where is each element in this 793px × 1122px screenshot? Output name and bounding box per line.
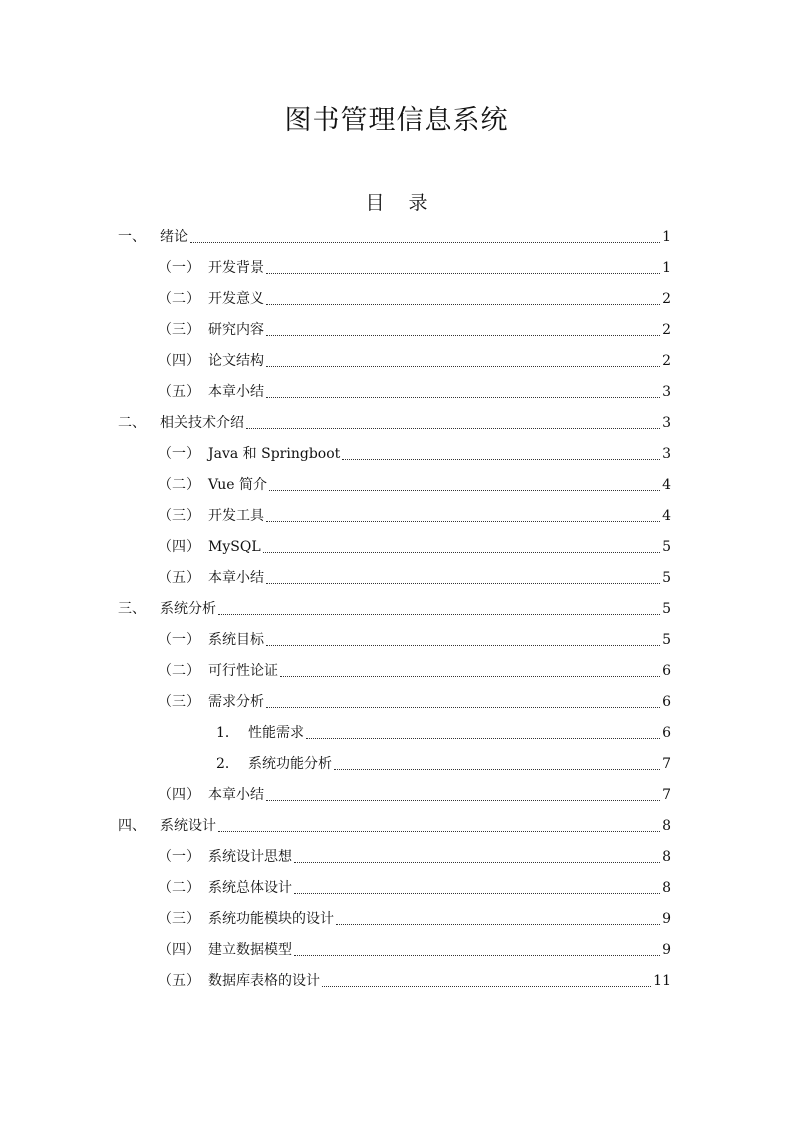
toc-leader-dots bbox=[266, 799, 660, 801]
toc-entry-line bbox=[208, 878, 671, 898]
toc-heading bbox=[0, 188, 793, 215]
toc-leader-dots bbox=[322, 985, 651, 987]
toc-entry-line bbox=[208, 506, 671, 526]
toc-entry-line bbox=[208, 444, 671, 464]
toc-leader-dots bbox=[218, 830, 660, 832]
toc-entry-page: 3 bbox=[662, 446, 671, 462]
toc-entry-line bbox=[208, 661, 671, 681]
toc-entry-page: 4 bbox=[662, 477, 671, 493]
toc-entry-number: （三） bbox=[158, 322, 200, 338]
toc-entry-label: 本章小结 bbox=[208, 384, 264, 400]
toc-entry-number: （二） bbox=[158, 477, 200, 493]
toc-entry-line bbox=[208, 258, 671, 278]
toc-entry-page: 5 bbox=[662, 570, 671, 586]
toc-entry-page: 1 bbox=[662, 260, 671, 276]
toc-entry[interactable] bbox=[0, 444, 793, 464]
toc-entry[interactable] bbox=[0, 475, 793, 495]
toc-entry[interactable] bbox=[0, 506, 793, 526]
toc-entry-label: 研究内容 bbox=[208, 322, 264, 338]
toc-entry-page: 8 bbox=[662, 880, 671, 896]
toc-entry-number: 三、 bbox=[118, 601, 146, 617]
toc-entry-number: （一） bbox=[158, 446, 200, 462]
toc-entry-number: （一） bbox=[158, 632, 200, 648]
toc-leader-dots bbox=[294, 954, 660, 956]
toc-entry-line bbox=[208, 630, 671, 650]
toc-entry-line bbox=[160, 599, 671, 619]
toc-entry-page: 7 bbox=[662, 787, 671, 803]
toc-entry-number: （一） bbox=[158, 849, 200, 865]
toc-leader-dots bbox=[266, 303, 660, 305]
toc-entry[interactable] bbox=[0, 351, 793, 371]
toc-entry[interactable] bbox=[0, 692, 793, 712]
toc-entry-line bbox=[208, 940, 671, 960]
toc-entry[interactable] bbox=[0, 723, 793, 743]
toc-entry-label: 系统分析 bbox=[160, 601, 216, 617]
toc-leader-dots bbox=[266, 396, 660, 398]
toc-entry-label: 性能需求 bbox=[248, 725, 304, 741]
toc-entry-number: （一） bbox=[158, 260, 200, 276]
toc-entry-number: 一、 bbox=[118, 229, 146, 245]
toc-entry[interactable] bbox=[0, 816, 793, 836]
toc-entry[interactable] bbox=[0, 630, 793, 650]
toc-entry-line bbox=[160, 413, 671, 433]
toc-leader-dots bbox=[263, 551, 660, 553]
toc-entry-label: 可行性论证 bbox=[208, 663, 278, 679]
toc-entry-label: 开发背景 bbox=[208, 260, 264, 276]
toc-entry-page: 8 bbox=[662, 849, 671, 865]
toc-entry-number: 1． bbox=[216, 725, 239, 741]
toc-entry-label: Java 和 Springboot bbox=[208, 446, 341, 462]
toc-entry-page: 1 bbox=[662, 229, 671, 245]
toc-entry-label: 系统总体设计 bbox=[208, 880, 292, 896]
toc-leader-dots bbox=[294, 861, 660, 863]
toc-leader-dots bbox=[334, 768, 660, 770]
toc-entry-label: 数据库表格的设计 bbox=[208, 973, 320, 989]
toc-entry-page: 6 bbox=[662, 663, 671, 679]
toc-entry-page: 2 bbox=[662, 353, 671, 369]
toc-leader-dots bbox=[266, 334, 660, 336]
toc-leader-dots bbox=[269, 489, 660, 491]
toc-entry-label: 建立数据模型 bbox=[208, 942, 292, 958]
toc-entry[interactable] bbox=[0, 661, 793, 681]
toc-entry-page: 2 bbox=[662, 322, 671, 338]
toc-leader-dots bbox=[280, 675, 660, 677]
toc-entry-page: 4 bbox=[662, 508, 671, 524]
toc-leader-dots bbox=[294, 892, 660, 894]
toc-entry[interactable] bbox=[0, 847, 793, 867]
toc-leader-dots bbox=[246, 427, 660, 429]
toc-leader-dots bbox=[306, 737, 660, 739]
toc-entry-number: （三） bbox=[158, 508, 200, 524]
toc-entry-label: 系统功能模块的设计 bbox=[208, 911, 334, 927]
toc-entry-label: 本章小结 bbox=[208, 787, 264, 803]
toc-entry[interactable] bbox=[0, 568, 793, 588]
toc-entry-number: （五） bbox=[158, 973, 200, 989]
toc-entry-page: 11 bbox=[653, 973, 671, 989]
toc-entry-line bbox=[208, 971, 671, 991]
toc-leader-dots bbox=[218, 613, 660, 615]
toc-entry-page: 8 bbox=[662, 818, 671, 834]
toc-leader-dots bbox=[336, 923, 660, 925]
toc-entry[interactable] bbox=[0, 971, 793, 991]
toc-leader-dots bbox=[266, 272, 660, 274]
toc-entry-line bbox=[208, 909, 671, 929]
toc-entry-number: （二） bbox=[158, 291, 200, 307]
toc-entry-number: （五） bbox=[158, 570, 200, 586]
toc-entry-page: 2 bbox=[662, 291, 671, 307]
toc-entry-label: 需求分析 bbox=[208, 694, 264, 710]
toc-entry-page: 5 bbox=[662, 539, 671, 555]
toc-entry-page: 9 bbox=[662, 942, 671, 958]
toc-entry-number: （四） bbox=[158, 787, 200, 803]
toc-entry-line bbox=[208, 537, 671, 557]
toc-entry-line bbox=[160, 816, 671, 836]
toc-entry-line bbox=[208, 692, 671, 712]
toc-entry[interactable] bbox=[0, 599, 793, 619]
toc-entry-label: 开发工具 bbox=[208, 508, 264, 524]
toc-entry-label: 系统设计 bbox=[160, 818, 216, 834]
toc-leader-dots bbox=[266, 520, 660, 522]
toc-entry-label: 系统设计思想 bbox=[208, 849, 292, 865]
toc-entry-line bbox=[248, 723, 671, 743]
toc-entry-number: （三） bbox=[158, 694, 200, 710]
toc-entry-page: 5 bbox=[662, 632, 671, 648]
toc-entry-number: （四） bbox=[158, 539, 200, 555]
toc-entry-label: 系统目标 bbox=[208, 632, 264, 648]
toc-entry[interactable] bbox=[0, 413, 793, 433]
toc-entry-label: 系统功能分析 bbox=[248, 756, 332, 772]
toc-entry[interactable] bbox=[0, 909, 793, 929]
toc-entry-label: 本章小结 bbox=[208, 570, 264, 586]
toc-entry-line bbox=[208, 382, 671, 402]
toc-entry-number: （五） bbox=[158, 384, 200, 400]
toc-entry-number: 2． bbox=[216, 756, 239, 772]
toc-entry-page: 7 bbox=[662, 756, 671, 772]
toc-entry-page: 6 bbox=[662, 694, 671, 710]
toc-entry[interactable] bbox=[0, 878, 793, 898]
toc-entry[interactable] bbox=[0, 754, 793, 774]
toc-entry-page: 6 bbox=[662, 725, 671, 741]
toc-entry-line bbox=[248, 754, 671, 774]
toc-leader-dots bbox=[266, 644, 660, 646]
toc-entry-number: （二） bbox=[158, 663, 200, 679]
toc-entry-label: Vue 简介 bbox=[208, 477, 267, 493]
toc-entry-number: （四） bbox=[158, 942, 200, 958]
toc-leader-dots bbox=[266, 706, 660, 708]
toc-entry[interactable] bbox=[0, 320, 793, 340]
toc-entry-line bbox=[208, 847, 671, 867]
document-title: 图书管理信息系统 bbox=[284, 105, 509, 136]
toc-entry-label: MySQL bbox=[208, 539, 261, 555]
toc-leader-dots bbox=[266, 582, 660, 584]
toc-entry-page: 5 bbox=[662, 601, 671, 617]
toc-entry-label: 论文结构 bbox=[208, 353, 264, 369]
toc-entry[interactable] bbox=[0, 258, 793, 278]
toc-entry[interactable] bbox=[0, 227, 793, 247]
toc-entry-line bbox=[208, 785, 671, 805]
toc-entry-line bbox=[208, 320, 671, 340]
toc-entry-line bbox=[208, 351, 671, 371]
toc-entry-line bbox=[208, 568, 671, 588]
toc-entry[interactable] bbox=[0, 289, 793, 309]
toc-entry-label: 开发意义 bbox=[208, 291, 264, 307]
toc-entry[interactable] bbox=[0, 537, 793, 557]
toc-entry-number: （二） bbox=[158, 880, 200, 896]
toc-entry-number: 四、 bbox=[118, 818, 146, 834]
toc-entry-page: 9 bbox=[662, 911, 671, 927]
toc-leader-dots bbox=[342, 458, 660, 460]
toc-entry-page: 3 bbox=[662, 415, 671, 431]
toc-leader-dots bbox=[190, 241, 660, 243]
toc-entry[interactable] bbox=[0, 382, 793, 402]
toc-heading-right: 录 bbox=[408, 192, 428, 214]
toc-entry-number: （三） bbox=[158, 911, 200, 927]
toc-entry-page: 3 bbox=[662, 384, 671, 400]
toc-entry-line bbox=[208, 475, 671, 495]
toc-entry[interactable] bbox=[0, 940, 793, 960]
toc-entry-number: 二、 bbox=[118, 415, 146, 431]
toc-entry-line bbox=[160, 227, 671, 247]
toc-leader-dots bbox=[266, 365, 660, 367]
toc-heading-left: 目 bbox=[365, 192, 385, 214]
toc-entry-label: 相关技术介绍 bbox=[160, 415, 244, 431]
toc-entry[interactable] bbox=[0, 785, 793, 805]
toc-entry-line bbox=[208, 289, 671, 309]
toc-entry-number: （四） bbox=[158, 353, 200, 369]
toc-entry-label: 绪论 bbox=[160, 229, 188, 245]
